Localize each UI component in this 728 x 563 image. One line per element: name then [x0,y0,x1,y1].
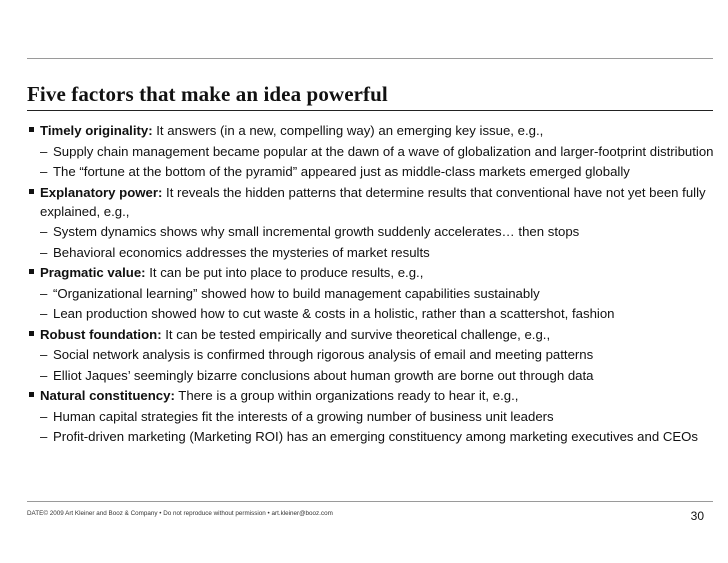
bullet-item [27,325,717,344]
top-divider [27,58,713,59]
footer-divider [27,501,713,502]
bullet-text: There is a group within organizations ready to hear it, e.g., [174,388,519,403]
bullet-item [27,386,717,405]
bullet-heading: Explanatory power: [40,184,163,200]
dash-bullet-icon: – [40,429,48,444]
dash-bullet-icon: – [40,347,48,362]
sub-bullet-text: Behavioral economics addresses the mysteries of market results [53,244,430,260]
sub-bullet-text: Elliot Jaques’ seemingly bizarre conclusions about human growth are borne out through data [53,367,594,383]
square-bullet-icon [29,392,34,397]
bullet-text: It can be tested empirically and survive theoretical challenge, e.g., [161,326,551,342]
square-bullet-icon [29,189,34,194]
dash-bullet-icon: – [40,367,48,383]
dash-bullet-icon: – [40,285,48,301]
sub-bullet-item [27,427,717,446]
bullet-text: It can be put into place to produce results, e.g., [145,265,424,280]
page-number: 30 [690,509,704,523]
sub-bullet-item [27,407,717,426]
bullet-item [27,121,717,140]
footer-copyright: DATE© 2009 Art Kleiner and Booz & Company • Do not reproduce without permission • art.kleiner@booz.com [27,510,333,517]
dash-bullet-icon: – [40,306,48,321]
sub-bullet-text: “Organizational learning” showed how to build management capabilities sustainably [53,285,540,301]
sub-bullet-text: Social network analysis is confirmed through rigorous analysis of email and meeting patterns [53,347,594,362]
sub-bullet-item [27,243,717,262]
sub-bullet-item [27,222,717,241]
bullet-heading: Timely originality: [40,123,153,138]
bullet-text: It answers (in a new, compelling way) an emerging key issue, e.g., [152,123,544,138]
slide-body [27,121,717,448]
sub-bullet-item [27,284,717,303]
sub-bullet-text: Profit-driven marketing (Marketing ROI) has an emerging constituency among marketing executives and CEOs [53,429,699,444]
sub-bullet-text: Supply chain management became popular at the dawn of a wave of globalization and larger-footprint distribution [53,143,714,159]
sub-bullet-item [27,345,717,364]
bullet-item [27,263,717,282]
dash-bullet-icon: – [40,164,48,179]
square-bullet-icon [29,127,34,132]
bullet-item [27,183,717,221]
slide-title: Five factors that make an idea powerful [27,82,388,106]
bullet-heading: Robust foundation: [40,326,162,342]
sub-bullet-item [27,366,717,385]
title-underline [27,110,713,111]
sub-bullet-item [27,304,717,323]
sub-bullet-text: Human capital strategies fit the interests of a growing number of business unit leaders [53,408,554,424]
dash-bullet-icon: – [40,224,48,239]
dash-bullet-icon: – [40,143,48,159]
sub-bullet-text: The “fortune at the bottom of the pyramid” appeared just as middle-class markets emerged globally [53,164,630,179]
square-bullet-icon [29,269,34,274]
square-bullet-icon [29,331,34,336]
sub-bullet-text: Lean production showed how to cut waste & costs in a holistic, rather than a scattershot, fashion [53,306,615,321]
bullet-heading: Pragmatic value: [40,265,146,280]
dash-bullet-icon: – [40,408,48,424]
sub-bullet-item [27,162,717,181]
bullet-heading: Natural constituency: [40,388,175,403]
sub-bullet-text: System dynamics shows why small incremental growth suddenly accelerates… then stops [53,224,580,239]
bullet-text: It reveals the hidden patterns that determine results that conventional have not yet been fully explained, e.g., [40,184,706,219]
sub-bullet-item [27,142,717,161]
dash-bullet-icon: – [40,244,48,260]
